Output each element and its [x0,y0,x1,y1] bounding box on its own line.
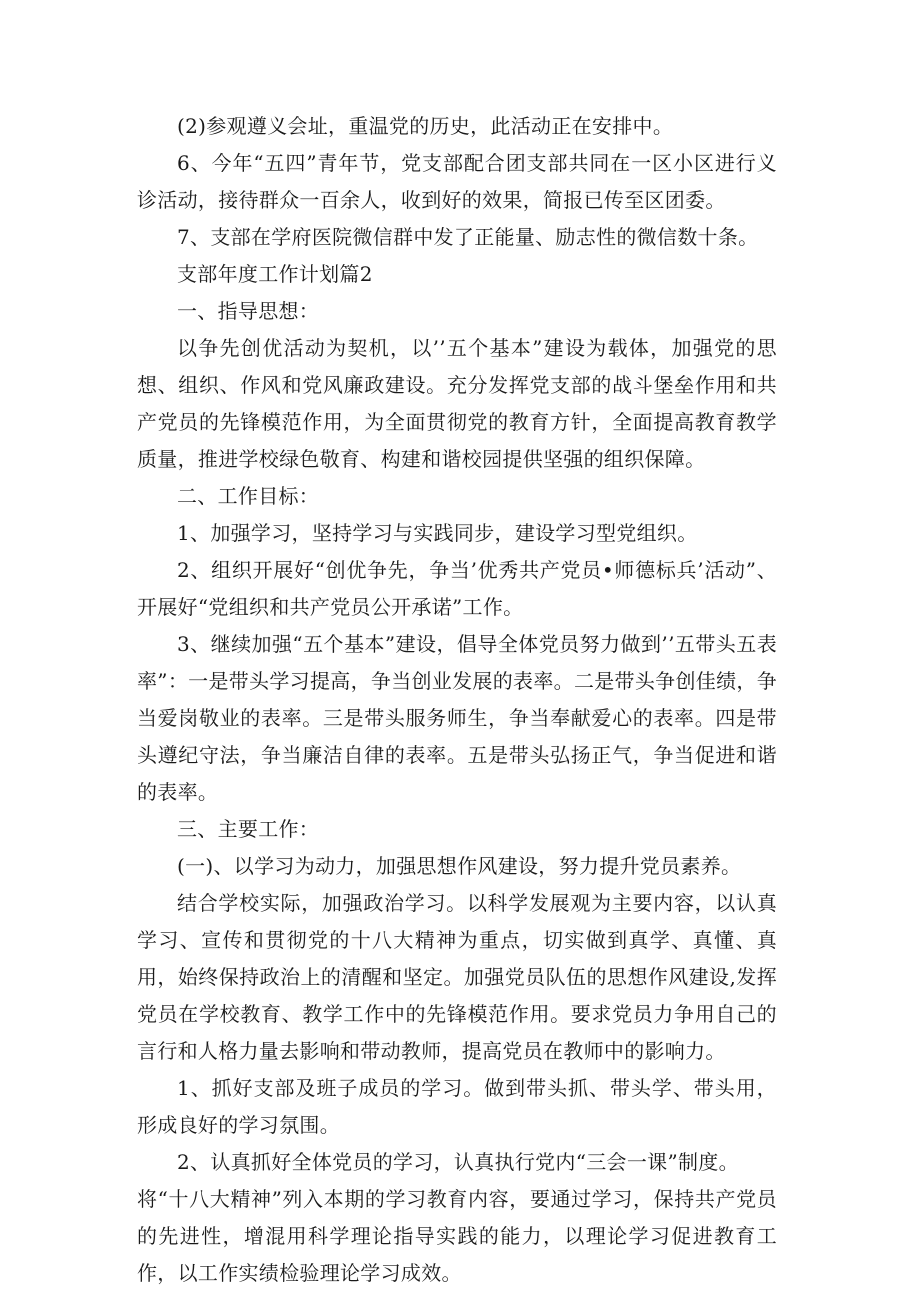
subheading-study-motivation: (一)、以学习为动力，加强思想作风建设，努力提升党员素养。 [177,854,742,878]
section-title-plan-2: 支部年度工作计划篇2 [177,262,373,286]
document-body [137,108,777,1292]
paragraph-study-item-1: 1、抓好支部及班子成员的学习。做到带头抓、带头学、带头用，形成良好的学习氛围。 [137,1076,777,1137]
heading-main-work: 三、主要工作： [177,817,320,841]
paragraph-study-item-2: 2、认真抓好全体党员的学习，认真执行党内“三会一课”制度。 [177,1150,739,1174]
paragraph-may-fourth-clinic: 6、今年“五四”青年节，党支部配合团支部共同在一区小区进行义诊活动，接待群众一百余人，收到好的效果，简报已传至区团委。 [137,151,777,212]
paragraph-goal-3: 3、继续加强“五个基本”建设，倡导全体党员努力做到’’五带头五表率”：一是带头学习提高，争当创业发展的表率。二是带头争创佳绩，争当爱岗敬业的表率。三是带头服务师生，争当奉献爱心的表率。四是带头遵纪守法，争当廉洁自律的表率。五是带头弘扬正气，争当促进和谐的表率。 [137,632,777,804]
paragraph-eighteenth-congress: 将“十八大精神”列入本期的学习教育内容，要通过学习，保持共产党员的先进性，增混用科学理论指导实践的能力，以理论学习促进教育工作，以工作实绩检验理论学习成效。 [137,1187,777,1285]
heading-work-goals: 二、工作目标： [177,484,320,508]
paragraph-goal-1: 1、加强学习，坚持学习与实践同步，建设学习型党组织。 [177,521,698,545]
paragraph-goal-2: 2、组织开展好“创优争先，争当’优秀共产党员•师德标兵’活动”、开展好“党组织和共产党员公开承诺”工作。 [137,558,777,619]
heading-guiding-ideology: 一、指导思想： [177,299,320,323]
paragraph-visit-zunyi: (2)参观遵义会址，重温党的历史，此活动正在安排中。 [177,114,674,138]
paragraph-wechat-messages: 7、支部在学府医院微信群中发了正能量、励志性的微信数十条。 [177,225,759,249]
paragraph-guiding-ideology: 以争先创优活动为契机，以’’五个基本”建设为载体，加强党的思想、组织、作风和党风廉政建设。充分发挥党支部的战斗堡垒作用和共产党员的先锋模范作用，为全面贯彻党的教育方针，全面提高教育教学质量，推进学校绿色敬育、构建和谐校园提供坚强的组织保障。 [137,336,777,471]
paragraph-political-study: 结合学校实际，加强政治学习。以科学发展观为主要内容，以认真学习、宣传和贯彻党的十八大精神为重点，切实做到真学、真懂、真用，始终保持政治上的清醒和坚定。加强党员队伍的思想作风建设,发挥党员在学校教育、教学工作中的先锋模范作用。要求党员力争用自己的言行和人格力量去影响和带动教师，提高党员在教师中的影响力。 [137,891,777,1063]
